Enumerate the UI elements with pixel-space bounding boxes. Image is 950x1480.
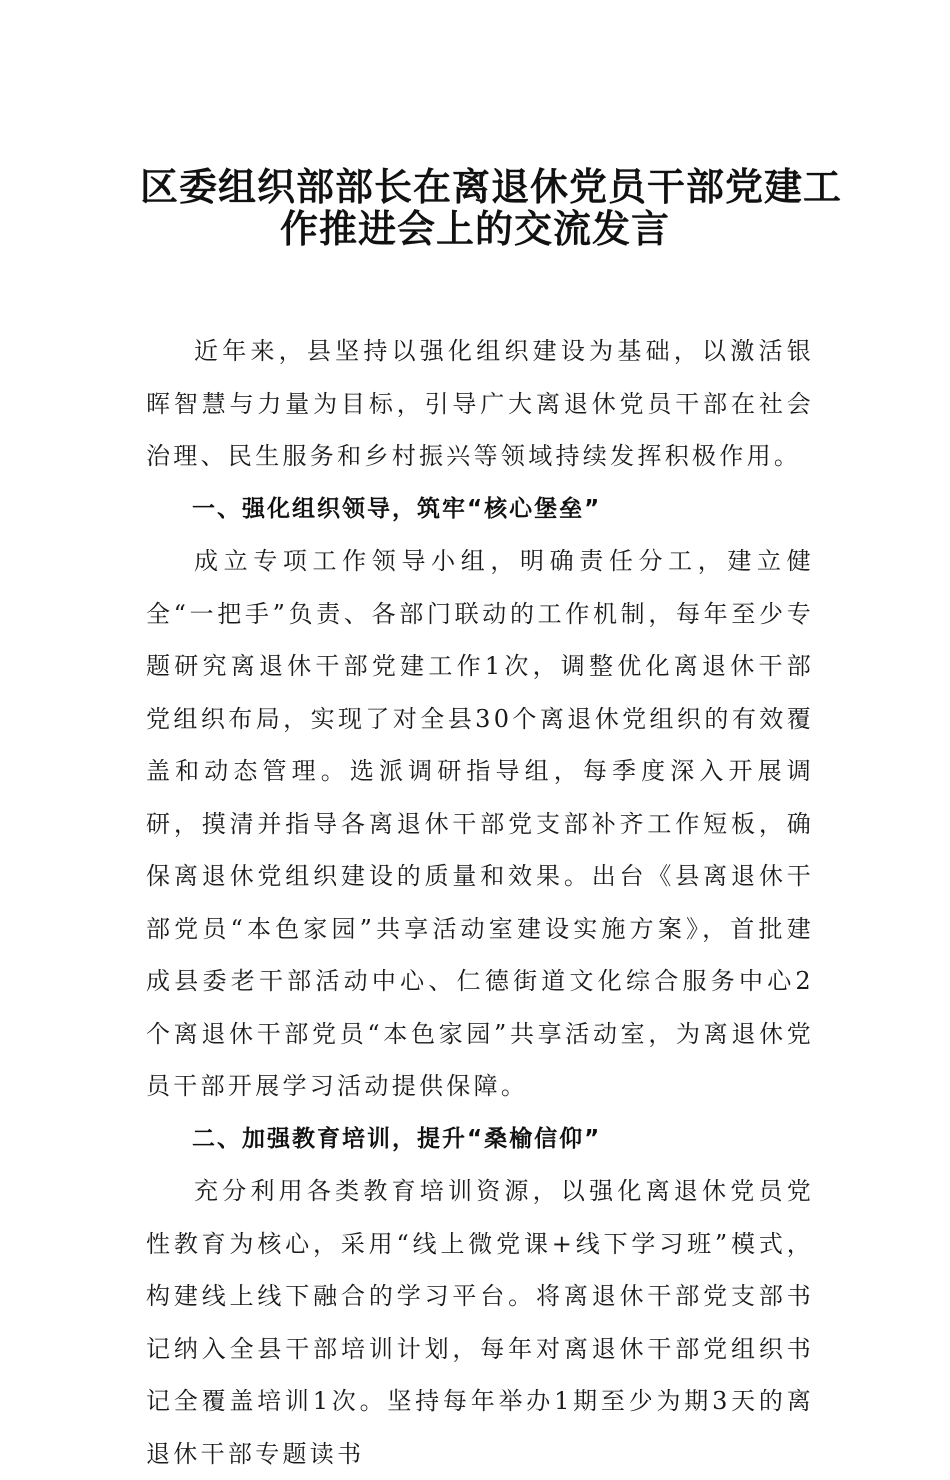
document-title-line-1: 区委组织部部长在离退休党员干部党建工 [140,164,843,209]
section-heading-1: 一、强化组织领导，筑牢“核心堡垒” [192,495,602,522]
section-paragraph-1: 成立专项工作领导小组，明确责任分工，建立健全“一把手”负责、各部门联动的工作机制，每年至少专题研究离退休干部党建工作1次，调整优化离退休干部党组织布局，实现了对全县30个离退休党组织的有效覆盖和动态管理。选派调研指导组，每季度深入开展调研，摸清并指导各离退休干部党支部补齐工作短板，确保离退休党组织建设的质量和效果。出台《县离退休干部党员“本色家园”共享活动室建设实施方案》，首批建成县委老干部活动中心、仁德街道文化综合服务中心2个离退休干部党员“本色家园”共享活动室，为离退休党员干部开展学习活动提供保障。 [146,547,814,1100]
document-title-line-2: 作推进会上的交流发言 [279,206,670,251]
document-body [146,325,814,1480]
intro-paragraph: 近年来，县坚持以强化组织建设为基础，以激活银晖智慧与力量为目标，引导广大离退休党员干部在社会治理、民生服务和乡村振兴等领域持续发挥积极作用。 [146,337,814,470]
section-paragraph-2: 充分利用各类教育培训资源，以强化离退休党员党性教育为核心，采用“线上微党课+线下学习班”模式，构建线上线下融合的学习平台。将离退休干部党支部书记纳入全县干部培训计划，每年对离退休干部党组织书记全覆盖培训1次。坚持每年举办1期至少为期3天的离退休干部专题读书 [146,1177,814,1468]
section-heading-2: 二、加强教育培训，提升“桑榆信仰” [192,1125,602,1152]
